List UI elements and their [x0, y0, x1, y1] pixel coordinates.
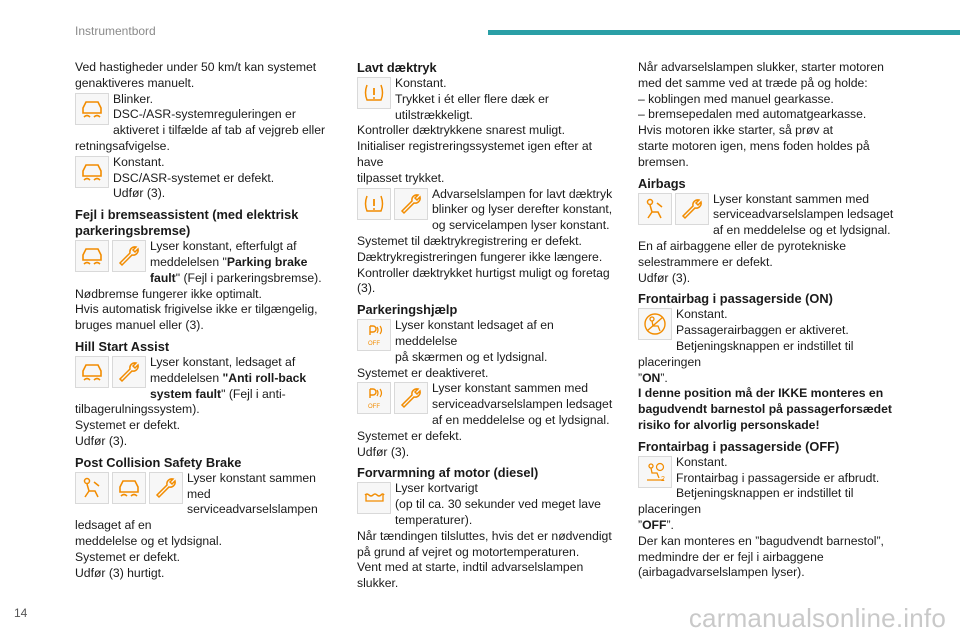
text-span: ”: [638, 517, 643, 532]
passenger-airbag-off-icon: [638, 456, 672, 488]
svg-text:OFF: OFF: [368, 341, 380, 348]
text-line: af en meddelelse og et lydsignal.: [713, 223, 891, 238]
text-line: Vent med at starte, indtil advarselslampen: [357, 560, 584, 575]
text-line: En af airbaggene eller de pyrotekniske: [638, 238, 846, 253]
text-line: bruges manuel eller (3).: [75, 318, 204, 333]
text-line: Lyser konstant, efterfulgt af: [150, 239, 297, 254]
column-1: [75, 60, 337, 581]
skid-car-icon: [75, 240, 109, 272]
skid-car-icon: [112, 472, 146, 504]
airbag-entry: [638, 192, 900, 287]
switch-position-text: ON: [642, 370, 661, 385]
text-line: (airbagadvarselslampen lyser).: [638, 565, 805, 580]
intro-line: Ved hastigheder under 50 km/t kan systemet: [75, 60, 317, 74]
text-line: Lyser konstant sammen med: [713, 191, 870, 206]
section-heading: Post Collision Safety Brake: [75, 454, 242, 470]
text-line: Når tændingen tilsluttes, hvis det er nødvendigt: [357, 528, 612, 543]
text-line: Lyser kortvarigt: [395, 481, 478, 496]
text-line: temperaturer).: [395, 512, 473, 527]
text-line: Betjeningsknappen er indstillet til placeringen: [638, 338, 854, 369]
text-line: Lyser konstant, ledsaget af: [150, 354, 296, 369]
text-line: Der kan monteres en ”bagudvendt barnestol”,: [638, 533, 884, 548]
text-line: medmindre der er fejl i airbaggene: [638, 549, 824, 564]
text-line: Lyser konstant sammen: [187, 470, 316, 485]
airbag-person-icon: [638, 193, 672, 225]
list-item: – bremsepedalen med automatgearkasse.: [638, 107, 867, 122]
text-line: Hvis motoren ikke starter, så prøv at: [638, 123, 834, 138]
text-line: med: [187, 486, 211, 501]
section-heading: Airbags: [638, 175, 686, 191]
skid-car-icon: [75, 93, 109, 125]
page-number: 14: [14, 606, 28, 620]
tyre-pressure-icon: [357, 77, 391, 109]
column-2: [357, 60, 619, 592]
parking-fault-entry: [357, 381, 619, 460]
text-line: Systemet er deaktiveret.: [357, 365, 489, 380]
column-3: [638, 60, 900, 581]
text-line: Konstant.: [113, 154, 165, 169]
list-item: – koblingen med manuel gearkasse.: [638, 91, 834, 106]
text-line: Lyser konstant ledsaget af en meddelelse: [395, 318, 554, 348]
text-line: Passagerairbaggen er aktiveret.: [676, 323, 849, 338]
dsc-blink-entry: [75, 92, 337, 155]
airbag-off-entry: [638, 455, 900, 581]
skid-car-icon: [75, 356, 109, 388]
text-line: Advarselslampen for lavt dæktryk: [432, 186, 613, 201]
text-line: Betjeningsknappen er indstillet til placeringen: [638, 486, 854, 517]
text-line: Nødbremse fungerer ikke optimalt.: [75, 286, 262, 301]
text-line: utilstrækkeligt.: [395, 107, 473, 122]
text-line: Frontairbag i passagerside er afbrudt.: [676, 470, 880, 485]
hill-start-entry: [75, 355, 337, 450]
section-heading: Hill Start Assist: [75, 338, 170, 354]
text-span: ”.: [666, 517, 674, 532]
intro-line: genaktiveres manuelt.: [75, 75, 195, 90]
text-line: Systemet er defekt.: [75, 549, 180, 564]
text-line: DSC/ASR-systemet er defekt.: [113, 170, 275, 185]
text-span: meddelelsen: [150, 370, 223, 385]
airbag-person-icon: [75, 472, 109, 504]
text-span: meddelelsen ": [150, 254, 227, 269]
text-line: Hvis automatisk frigivelse ikke er tilgængelig,: [75, 302, 318, 317]
airbag-on-entry: [638, 307, 900, 433]
dsc-constant-entry: [75, 155, 337, 202]
wrench-icon: [394, 382, 428, 414]
text-line: tilpasset trykket.: [357, 170, 445, 185]
tyre-constant-entry: [357, 76, 619, 187]
text-line: og servicelampen lyser konstant.: [432, 218, 610, 233]
text-line: Dæktrykregistreringen fungerer ikke længere.: [357, 249, 603, 264]
text-line: Systemet er defekt.: [75, 418, 180, 433]
text-line: Lyser konstant sammen med: [432, 381, 589, 396]
text-line: Udfør (3).: [357, 444, 410, 459]
brake-assist-entry: [75, 239, 337, 334]
text-line: på grund af vejret og motortemperaturen.: [357, 544, 580, 559]
section-heading: Frontairbag i passagerside (OFF): [638, 438, 840, 454]
text-line: Udfør (3).: [638, 270, 691, 285]
text-line: serviceadvarselslampen ledsaget: [713, 207, 894, 222]
section-heading: Parkeringshjælp: [357, 302, 458, 318]
text-line: serviceadvarselslampen ledsaget af en: [75, 502, 318, 533]
text-line: Konstant.: [676, 454, 728, 469]
wrench-icon: [112, 356, 146, 388]
header-accent-bar: [488, 30, 960, 35]
wrench-icon: [149, 472, 183, 504]
warning-line: risiko for alvorlig personskade!: [638, 417, 820, 432]
tyre-fault-entry: [357, 187, 619, 298]
text-line: aktiveret i tilfælde af tab af vejgreb eller: [113, 123, 326, 138]
glow-plug-icon: [357, 482, 391, 514]
tyre-pressure-icon: [357, 188, 391, 220]
glow-plug-entry: [357, 481, 619, 592]
text-line: Kontroller dæktrykket hurtigst muligt og foretag: [357, 265, 610, 280]
message-text: "Anti roll-back: [222, 370, 307, 385]
text-line: blinker og lyser derefter konstant,: [432, 202, 613, 217]
text-line: (3).: [357, 281, 376, 296]
skid-car-icon: [75, 156, 109, 188]
text-line: Initialiser registreringssystemet igen efter at have: [357, 139, 593, 169]
wrench-icon: [394, 188, 428, 220]
parking-sensor-off-icon: [357, 382, 391, 414]
wrench-icon: [675, 193, 709, 225]
text-line: Når advarselslampen slukker, starter motoren: [638, 60, 884, 74]
text-line: Udfør (3).: [75, 433, 128, 448]
pcb-entry: [75, 471, 337, 582]
text-line: (op til ca. 30 sekunder ved meget lave: [395, 497, 601, 512]
svg-text:OFF: OFF: [368, 404, 380, 411]
header-title: Instrumentbord: [75, 24, 156, 38]
text-line: Kontroller dæktrykkene snarest muligt.: [357, 123, 565, 138]
message-text: fault: [150, 270, 176, 285]
section-heading: Fejl i bremseassistent (med elektrisk parkeringsbremse): [75, 207, 299, 239]
svg-text:2: 2: [661, 475, 665, 483]
text-line: Trykket i ét eller flere dæk er: [395, 91, 549, 106]
text-span: ”.: [660, 370, 668, 385]
text-line: slukker.: [357, 576, 399, 591]
wrench-icon: [112, 240, 146, 272]
text-line: bremsen.: [638, 154, 689, 169]
text-line: meddelelse og et lydsignal.: [75, 533, 223, 548]
text-line: Udfør (3) hurtigt.: [75, 565, 165, 580]
text-line: Systemet til dæktrykregistrering er defekt.: [357, 233, 582, 248]
switch-position-text: OFF: [642, 517, 667, 532]
passenger-airbag-on-icon: [638, 308, 672, 340]
text-line: selestrammere er defekt.: [638, 254, 773, 269]
text-line: med det samme ved at træde på og holde:: [638, 75, 868, 90]
text-line: Udfør (3).: [113, 186, 166, 201]
warning-line: bagudvendt barnestol på passagerforsædet: [638, 402, 892, 417]
section-heading: Frontairbag i passagerside (ON): [638, 291, 833, 307]
text-line: Systemet er defekt.: [357, 428, 462, 443]
section-heading: Forvarmning af motor (diesel): [357, 465, 539, 481]
text-span: " (Fejl i anti-tilbagerulningssystem).: [75, 386, 286, 417]
text-line: DSC-/ASR-systemreguleringen er: [113, 107, 296, 122]
message-text: system fault: [150, 386, 222, 401]
watermark: carmanualsonline.info: [688, 603, 946, 633]
text-span: " (Fejl i parkeringsbremse).: [175, 270, 322, 285]
text-line: Konstant.: [676, 307, 728, 322]
text-line: på skærmen og et lydsignal.: [395, 349, 548, 364]
section-heading: Lavt dæktryk: [357, 60, 437, 75]
text-span: ”: [638, 370, 643, 385]
text-line: serviceadvarselslampen ledsaget: [432, 397, 613, 412]
warning-line: I denne position må der IKKE monteres en: [638, 386, 884, 401]
text-line: starte motoren igen, mens foden holdes på: [638, 138, 870, 153]
parking-deactivated-entry: [357, 318, 619, 381]
text-line: retningsafvigelse.: [75, 138, 170, 153]
text-line: Konstant.: [395, 76, 447, 90]
text-line: Blinker.: [113, 91, 153, 106]
message-text: Parking brake: [226, 254, 308, 269]
text-line: af en meddelelse og et lydsignal.: [432, 412, 610, 427]
parking-sensor-off-icon: [357, 319, 391, 351]
